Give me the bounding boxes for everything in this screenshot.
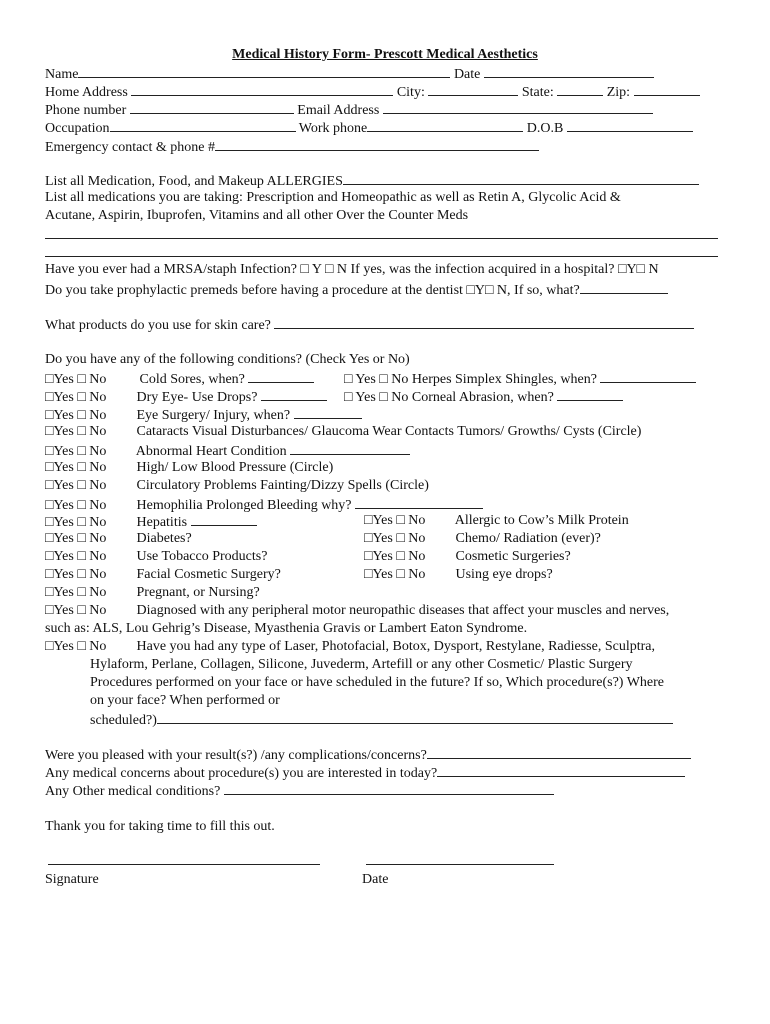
other-row — [45, 781, 554, 801]
signature-label: Signature — [45, 872, 99, 887]
laser-field[interactable] — [157, 710, 673, 724]
condition-label: Eye Surgery/ Injury, when? — [136, 408, 291, 423]
corneal-label[interactable]: □ Yes □ No Corneal Abrasion, when? — [344, 390, 554, 405]
address-row — [45, 82, 700, 102]
mrsa-question: Have you ever had a MRSA/staph Infection? □ Y □ N If yes, was the infection acquired in a hospital? □Y□ N — [45, 262, 659, 277]
name-row — [45, 64, 654, 84]
condition-label: Hemophilia Prolonged Bleeding why? — [136, 498, 352, 513]
condition-herpes — [344, 369, 696, 389]
laser-question — [45, 638, 655, 656]
cold-sores-field[interactable] — [248, 369, 314, 383]
corneal-field[interactable] — [557, 387, 623, 401]
occupation-field[interactable] — [110, 118, 296, 132]
herpes-field[interactable] — [600, 369, 696, 383]
condition-diabetes — [45, 530, 192, 548]
work-phone-label: Work phone — [298, 121, 368, 136]
concerns-row — [45, 763, 685, 783]
conditions-intro: Do you have any of the following conditions? (Check Yes or No) — [45, 352, 410, 367]
zip-label: Zip: — [606, 85, 631, 100]
other-field[interactable] — [224, 781, 554, 795]
thanks-text: Thank you for taking time to fill this out. — [45, 819, 275, 834]
yes-no-checkbox[interactable]: □Yes □ No — [45, 444, 107, 459]
condition-label: Using eye drops? — [455, 567, 553, 582]
phone-label: Phone number — [45, 103, 127, 118]
skin-care-row — [45, 315, 694, 335]
laser-line-5-row — [90, 710, 673, 730]
condition-label: Facial Cosmetic Surgery? — [136, 567, 281, 582]
allergies-row — [45, 171, 699, 191]
herpes-label[interactable]: □ Yes □ No Herpes Simplex Shingles, when? — [344, 372, 597, 387]
dob-field[interactable] — [567, 118, 693, 132]
dry-eye-field[interactable] — [261, 387, 327, 401]
condition-cataracts — [45, 423, 641, 441]
yes-no-checkbox[interactable]: □Yes □ No — [364, 531, 426, 546]
condition-label: Cataracts Visual Disturbances/ Glaucoma Wear Contacts Tumors/ Growths/ Cysts (Circle) — [136, 424, 642, 439]
laser-line-1: Have you had any type of Laser, Photofacial, Botox, Dysport, Restylane, Radiesse, Sculptra, — [136, 639, 655, 654]
condition-pregnant — [45, 584, 260, 602]
medications-field-1[interactable] — [45, 238, 718, 239]
condition-label: Circulatory Problems Fainting/Dizzy Spells (Circle) — [136, 478, 429, 493]
condition-label: Diabetes? — [136, 531, 192, 546]
condition-label: Allergic to Cow’s Milk Protein — [454, 513, 629, 528]
laser-line-4: on your face? When performed or — [90, 693, 280, 708]
dob-label: D.O.B — [526, 121, 564, 136]
email-label: Email Address — [297, 103, 380, 118]
condition-circulatory — [45, 477, 429, 495]
email-field[interactable] — [383, 100, 653, 114]
phone-row — [45, 100, 653, 120]
zip-field[interactable] — [634, 82, 700, 96]
yes-no-checkbox[interactable]: □Yes □ No — [45, 603, 107, 618]
emergency-field[interactable] — [215, 137, 539, 151]
date-label: Date — [453, 67, 481, 82]
condition-chemo — [364, 530, 601, 548]
yes-no-checkbox[interactable]: □Yes □ No — [45, 478, 107, 493]
laser-line-2: Hylaform, Perlane, Collagen, Silicone, Juvederm, Artefill or any other Cosmetic/ Plastic Surgery — [90, 657, 633, 672]
signature-field[interactable] — [48, 864, 320, 865]
skin-care-field[interactable] — [274, 315, 694, 329]
condition-label: Chemo/ Radiation (ever)? — [455, 531, 601, 546]
yes-no-checkbox[interactable]: □Yes □ No — [45, 408, 107, 423]
allergies-label: List all Medication, Food, and Makeup ALLERGIES — [45, 174, 343, 189]
premeds-row — [45, 280, 668, 300]
occupation-row — [45, 118, 693, 138]
results-row — [45, 745, 691, 765]
condition-label: Cosmetic Surgeries? — [455, 549, 571, 564]
condition-dry-eye — [45, 387, 327, 407]
allergies-field[interactable] — [343, 171, 699, 185]
condition-label: Pregnant, or Nursing? — [136, 585, 260, 600]
signature-date-field[interactable] — [366, 864, 554, 865]
yes-no-checkbox[interactable]: □Yes □ No — [45, 372, 107, 387]
condition-corneal — [344, 387, 623, 407]
condition-cosmetic-surgeries — [364, 548, 571, 566]
medications-line-2: Acutane, Aspirin, Ibuprofen, Vitamins and all other Over the Counter Meds — [45, 208, 469, 223]
phone-field[interactable] — [130, 100, 294, 114]
condition-hepatitis — [45, 512, 257, 532]
city-label: City: — [396, 85, 425, 100]
home-address-label: Home Address — [45, 85, 128, 100]
condition-cold-sores — [45, 369, 314, 389]
yes-no-checkbox[interactable]: □Yes □ No — [45, 515, 107, 530]
signature-date-label: Date — [362, 872, 389, 887]
concerns-question: Any medical concerns about procedure(s) you are interested in today? — [45, 766, 438, 781]
date-field[interactable] — [484, 64, 654, 78]
condition-tobacco — [45, 548, 267, 566]
yes-no-checkbox[interactable]: □Yes □ No — [364, 513, 426, 528]
name-field[interactable] — [78, 64, 450, 78]
hemophilia-field[interactable] — [355, 495, 483, 509]
results-question: Were you pleased with your result(s?) /any complications/concerns? — [45, 748, 427, 763]
hepatitis-field[interactable] — [191, 512, 257, 526]
condition-label: High/ Low Blood Pressure (Circle) — [136, 460, 334, 475]
state-label: State: — [521, 85, 554, 100]
laser-line-3: Procedures performed on your face or have scheduled in the future? If so, Which procedure(s?) Where — [90, 675, 665, 690]
concerns-field[interactable] — [437, 763, 685, 777]
medications-field-2[interactable] — [45, 256, 718, 257]
occupation-label: Occupation — [45, 121, 110, 136]
premeds-question: Do you take prophylactic premeds before having a procedure at the dentist □Y□ N, If so, what? — [45, 283, 580, 298]
work-phone-field[interactable] — [367, 118, 523, 132]
medications-line-1: List all medications you are taking: Prescription and Homeopathic as well as Retin A, Glycolic Acid & — [45, 190, 621, 205]
condition-label: Dry Eye- Use Drops? — [136, 390, 258, 405]
condition-label: Abnormal Heart Condition — [135, 444, 287, 459]
yes-no-checkbox[interactable]: □Yes □ No — [45, 424, 107, 439]
condition-label: Hepatitis — [136, 515, 188, 530]
neuro-label: Diagnosed with any peripheral motor neuropathic diseases that affect your muscles and nerves, — [136, 603, 670, 618]
results-field[interactable] — [427, 745, 691, 759]
premeds-field[interactable] — [580, 280, 668, 294]
yes-no-checkbox[interactable]: □Yes □ No — [364, 567, 426, 582]
condition-facial-surgery — [45, 566, 281, 584]
state-field[interactable] — [557, 82, 603, 96]
home-address-field[interactable] — [131, 82, 393, 96]
other-question: Any Other medical conditions? — [45, 784, 221, 799]
laser-line-5: scheduled?) — [90, 713, 157, 728]
form-title: Medical History Form- Prescott Medical Aesthetics — [232, 47, 538, 62]
skin-care-question: What products do you use for skin care? — [45, 318, 271, 333]
emergency-label: Emergency contact & phone # — [45, 140, 216, 155]
yes-no-checkbox[interactable]: □Yes □ No — [45, 390, 107, 405]
city-field[interactable] — [428, 82, 518, 96]
condition-milk — [364, 512, 629, 530]
yes-no-checkbox[interactable]: □Yes □ No — [364, 549, 426, 564]
yes-no-checkbox[interactable]: □Yes □ No — [45, 460, 107, 475]
yes-no-checkbox[interactable]: □Yes □ No — [45, 567, 107, 582]
condition-blood-pressure — [45, 459, 333, 477]
yes-no-checkbox[interactable]: □Yes □ No — [45, 531, 107, 546]
eye-surgery-field[interactable] — [294, 405, 362, 419]
name-label: Name — [45, 67, 79, 82]
condition-neuro — [45, 602, 669, 620]
condition-eye-drops — [364, 566, 553, 584]
heart-field[interactable] — [290, 441, 410, 455]
condition-label: Use Tobacco Products? — [136, 549, 268, 564]
condition-label: Cold Sores, when? — [139, 372, 245, 387]
yes-no-checkbox[interactable]: □Yes □ No — [45, 498, 107, 513]
yes-no-checkbox[interactable]: □Yes □ No — [45, 585, 107, 600]
condition-heart — [45, 441, 410, 461]
emergency-row — [45, 137, 539, 157]
yes-no-checkbox[interactable]: □Yes □ No — [45, 639, 107, 654]
neuro-line-2: such as: ALS, Lou Gehrig’s Disease, Myasthenia Gravis or Lambert Eaton Syndrome. — [45, 621, 528, 636]
yes-no-checkbox[interactable]: □Yes □ No — [45, 549, 107, 564]
condition-eye-surgery — [45, 405, 362, 425]
